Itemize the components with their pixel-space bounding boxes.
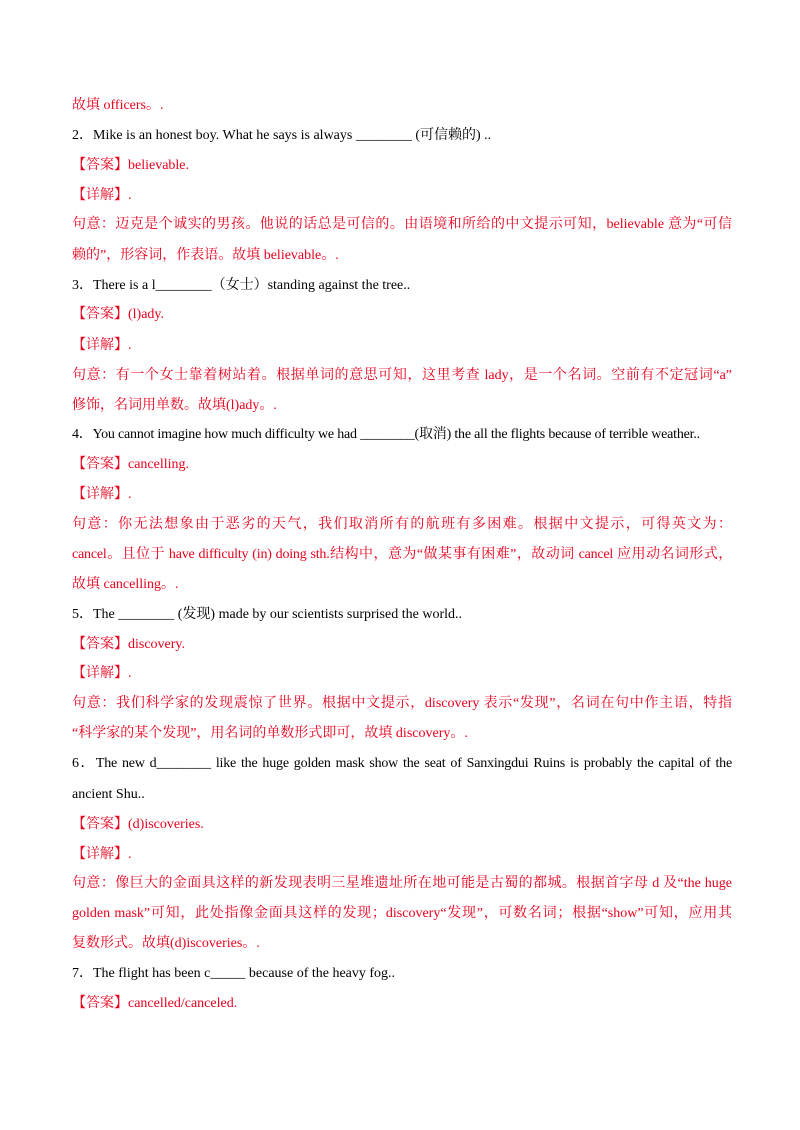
- explanation-2-line-1: 句意：迈克是个诚实的男孩。他说的话总是可信的。由语境和所给的中文提示可知，believable 意为“可信: [72, 217, 732, 232]
- explanation-3-line-2: 修饰，名词用单数。故填(l)ady。.: [72, 398, 277, 413]
- question-5: 5．The ________ (发现) made by our scientists surprised the world..: [72, 607, 462, 622]
- explanation-5-heading: 【详解】.: [72, 666, 132, 681]
- question-6-line-1: 6．The new d________ like the huge golden mask show the seat of Sanxingdui Ruins is probably the capital of the: [72, 756, 732, 771]
- answer-5: 【答案】discovery.: [72, 637, 186, 652]
- explanation-5-line-2: “科学家的某个发现”，用名词的单数形式即可，故填 discovery。.: [72, 726, 468, 741]
- explanation-3-line-1: 句意：有一个女士靠着树站着。根据单词的意思可知，这里考查 lady，是一个名词。空前有不定冠词“a”: [72, 368, 732, 383]
- explanation-5-line-1: 句意：我们科学家的发现震惊了世界。根据中文提示，discovery 表示“发现”，名词在句中作主语，特指: [72, 696, 732, 711]
- explanation-6-heading: 【详解】.: [72, 847, 132, 862]
- explanation-2-line-2: 赖的”，形容词，作表语。故填 believable。.: [72, 248, 339, 263]
- question-3: 3．There is a l________（女士）standing against the tree..: [72, 278, 411, 293]
- explanation-4-line-2: cancel。且位于 have difficulty (in) doing sth.结构中，意为“做某事有困难”，故动词 cancel 应用动名词形式，: [72, 547, 732, 562]
- question-2: 2．Mike is an honest boy. What he says is always ________ (可信赖的) ..: [72, 128, 492, 143]
- explanation-4-line-3: 故填 cancelling。.: [72, 577, 179, 592]
- explanation-4-heading: 【详解】.: [72, 487, 132, 502]
- explanation-6-line-3: 复数形式。故填(d)iscoveries。.: [72, 936, 260, 951]
- answer-7: 【答案】cancelled/canceled.: [72, 996, 238, 1011]
- answer-2: 【答案】believable.: [72, 158, 190, 173]
- answer-text-line: 故填 officers。.: [72, 98, 164, 113]
- answer-3: 【答案】(l)ady.: [72, 307, 165, 322]
- answer-4: 【答案】cancelling.: [72, 457, 190, 472]
- question-4: 4．You cannot imagine how much difficulty we had ________(取消) the all the flights because of terrible weather..: [72, 427, 700, 442]
- explanation-3-heading: 【详解】.: [72, 338, 132, 353]
- question-6-line-2: ancient Shu..: [72, 787, 145, 802]
- explanation-2-heading: 【详解】.: [72, 188, 132, 203]
- explanation-6-line-2: golden mask”可知，此处指像金面具这样的发现；discovery“发现”，可数名词；根据“show”可知，应用其: [72, 906, 732, 921]
- explanation-4-line-1: 句意：你无法想象由于恶劣的天气，我们取消所有的航班有多困难。根据中文提示，可得英文为：: [72, 517, 732, 532]
- answer-6: 【答案】(d)iscoveries.: [72, 817, 204, 832]
- explanation-6-line-1: 句意：像巨大的金面具这样的新发现表明三星堆遗址所在地可能是古蜀的都城。根据首字母 d 及“the huge: [72, 876, 732, 891]
- question-7: 7．The flight has been c_____ because of the heavy fog..: [72, 966, 396, 981]
